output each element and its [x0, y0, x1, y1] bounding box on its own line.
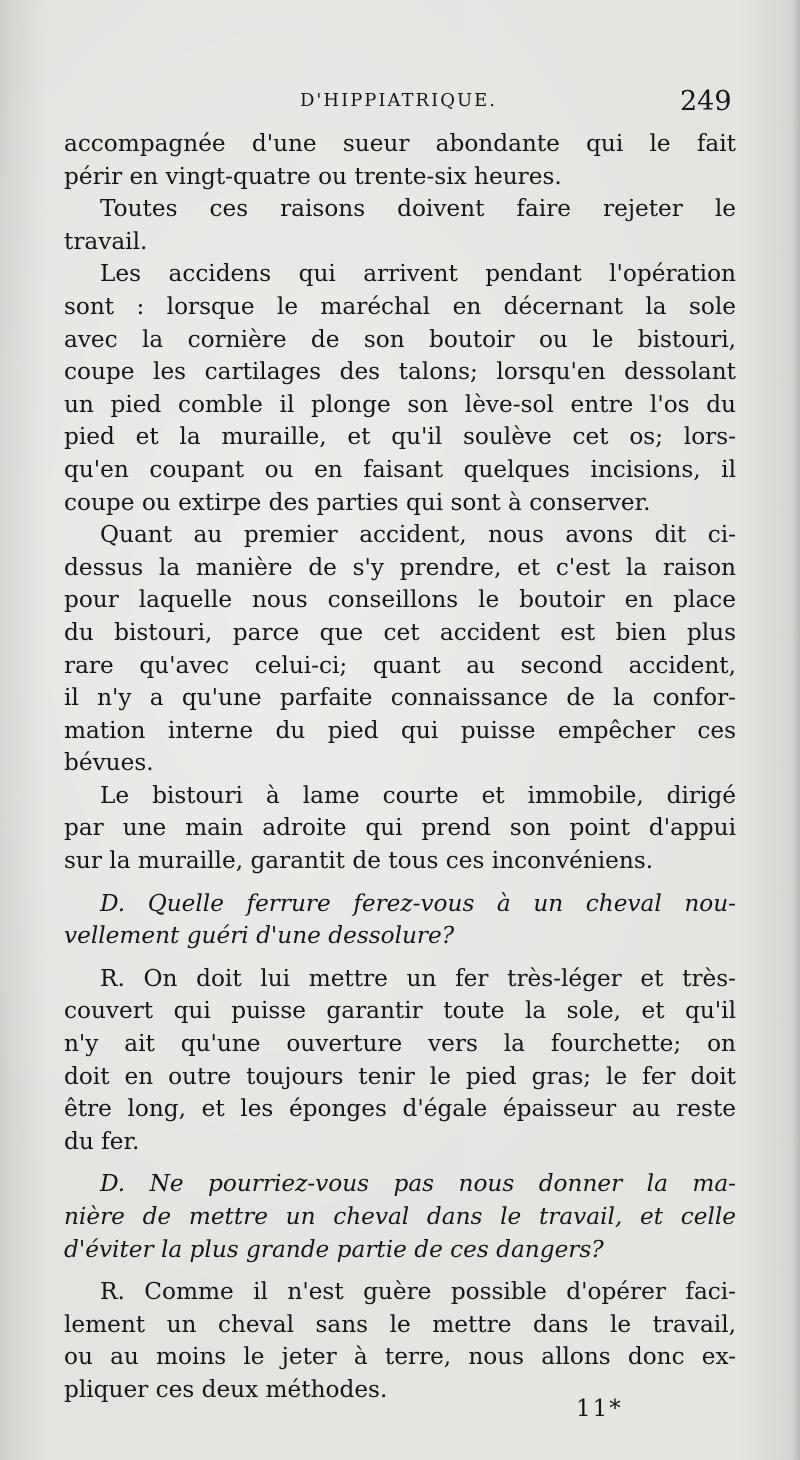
paragraph-gap [64, 878, 736, 888]
question-line: D. Quelle ferrure ferez-vous à un cheval nou- [100, 889, 736, 917]
body-text [64, 128, 736, 1407]
paragraph [64, 519, 736, 780]
answer-line: n'y ait qu'une ouverture vers la fourchette; on [64, 1030, 736, 1058]
question-line: d'éviter la plus grande partie de ces dangers? [64, 1235, 604, 1263]
answer-line: pliquer ces deux méthodes. [64, 1375, 388, 1403]
text-line: Le bistouri à lame courte et immobile, dirigé [100, 781, 736, 809]
text-line: Toutes ces raisons doivent faire rejeter le [100, 195, 736, 223]
answer-line: R. On doit lui mettre un fer très-léger et très- [100, 964, 736, 992]
text-line: bévues. [64, 749, 154, 777]
answer-line: être long, et les éponges d'égale épaisseur au reste [64, 1095, 736, 1123]
text-line: travail. [64, 227, 148, 255]
paragraph-gap [64, 1266, 736, 1276]
question-paragraph [64, 888, 736, 953]
question-line: D. Ne pourriez-vous pas nous donner la ma- [100, 1170, 736, 1198]
text-line: accompagnée d'une sueur abondante qui le fait [64, 130, 736, 157]
question-line: vellement guéri d'une dessolure? [64, 922, 455, 950]
text-line: sur la muraille, garantit de tous ces inconvéniens. [64, 847, 654, 875]
paragraph-gap [64, 953, 736, 963]
page-header [0, 88, 800, 118]
text-line: pour laquelle nous conseillons le boutoir en place [64, 586, 736, 614]
answer-line: lement un cheval sans le mettre dans le travail, [64, 1310, 736, 1338]
paragraph-gap [64, 1158, 736, 1168]
text-line: un pied comble il plonge son lève-sol entre l'os du [64, 390, 736, 418]
paragraph [64, 193, 736, 258]
paragraph [64, 780, 736, 878]
answer-paragraph [64, 1276, 736, 1406]
paragraph [64, 258, 736, 519]
text-line: coupe ou extirpe des parties qui sont à conserver. [64, 488, 651, 516]
running-head: D'HIPPIATRIQUE. [300, 90, 497, 111]
answer-line: R. Comme il n'est guère possible d'opérer faci- [100, 1278, 736, 1306]
signature-mark: 11* [576, 1396, 623, 1422]
answer-line: doit en outre toujours tenir le pied gras; le fer doit [64, 1062, 736, 1090]
text-line: pied et la muraille, et qu'il soulève cet os; lors- [64, 423, 736, 451]
text-line: il n'y a qu'une parfaite connaissance de la confor- [64, 684, 736, 712]
text-line: par une main adroite qui prend son point d'appui [64, 814, 736, 842]
answer-line: ou au moins le jeter à terre, nous allons donc ex- [64, 1343, 736, 1371]
text-line: Les accidens qui arrivent pendant l'opération [100, 260, 736, 288]
page-number: 249 [680, 86, 732, 117]
text-line: périr en vingt-quatre ou trente-six heures. [64, 162, 562, 190]
answer-line: couvert qui puisse garantir toute la sole, et qu'il [64, 997, 736, 1025]
text-line: mation interne du pied qui puisse empêcher ces [64, 716, 736, 744]
text-line: du bistouri, parce que cet accident est bien plus [64, 618, 736, 646]
answer-line: du fer. [64, 1127, 140, 1155]
page-edge-shadow [792, 0, 800, 1460]
text-line: qu'en coupant ou en faisant quelques incisions, il [64, 455, 736, 483]
text-line: coupe les cartilages des talons; lorsqu'en dessolant [64, 358, 736, 386]
text-line: sont : lorsque le maréchal en décernant la sole [64, 292, 736, 320]
answer-paragraph [64, 963, 736, 1159]
question-paragraph [64, 1168, 736, 1266]
text-line: dessus la manière de s'y prendre, et c'est la raison [64, 553, 736, 581]
text-line: rare qu'avec celui-ci; quant au second accident, [64, 651, 736, 679]
text-line: avec la cornière de son boutoir ou le bistouri, [64, 325, 736, 353]
question-line: nière de mettre un cheval dans le travail, et celle [64, 1203, 736, 1230]
text-line: Quant au premier accident, nous avons dit ci- [100, 521, 736, 549]
paragraph [64, 128, 736, 193]
